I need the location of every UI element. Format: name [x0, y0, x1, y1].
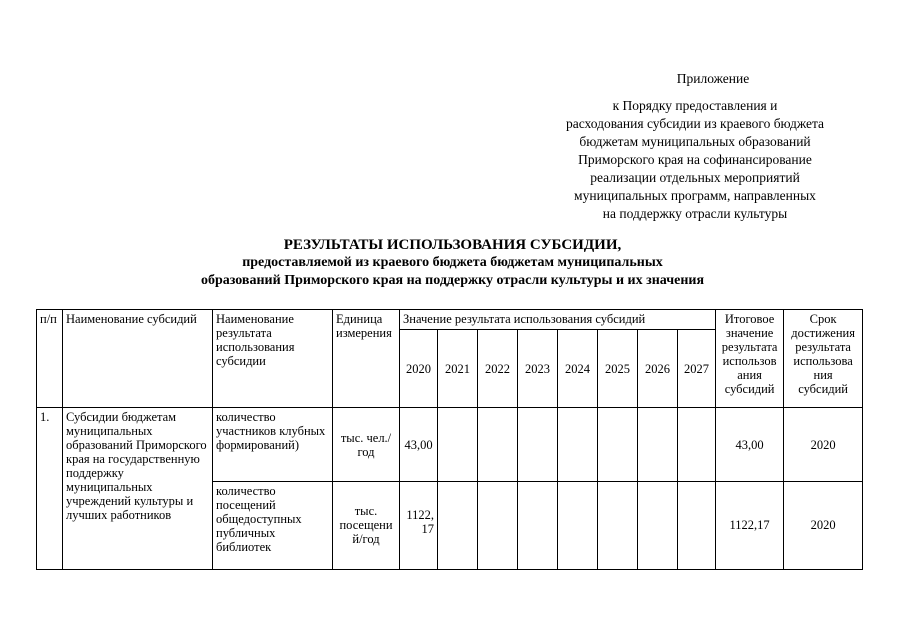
header-year: 2021: [438, 330, 478, 408]
result-total: 1122,17: [716, 481, 784, 569]
header-unit: Единица измерения: [333, 310, 400, 408]
appendix-line: реализации отдельных мероприятий: [590, 170, 800, 185]
appendix-title: Приложение: [676, 71, 750, 86]
result-value: [478, 481, 518, 569]
result-name: количество посещений общедоступных публичных библиотек: [213, 481, 333, 569]
header-year: 2027: [678, 330, 716, 408]
result-deadline: 2020: [784, 481, 863, 569]
header-subsidy-name: Наименование субсидий: [63, 310, 213, 408]
header-year: 2025: [598, 330, 638, 408]
header-year: 2020: [400, 330, 438, 408]
header-num: п/п: [37, 310, 63, 408]
header-deadline: Срок достижения результата использова ния субсидий: [784, 310, 863, 408]
result-value: [598, 408, 638, 481]
result-name: количество участников клубных формирований): [213, 408, 333, 481]
header-result-name: Наименование результата использования субсидии: [213, 310, 333, 408]
result-value: [678, 408, 716, 481]
result-value: 1122, 17: [400, 481, 438, 569]
appendix-block: [530, 70, 860, 223]
result-value: [558, 408, 598, 481]
result-value: [438, 481, 478, 569]
result-total: 43,00: [716, 408, 784, 481]
header-total: Итоговое значение результата использов ания субсидий: [716, 310, 784, 408]
result-value: [558, 481, 598, 569]
document-title: [0, 236, 905, 290]
title-subtitle-line-2: образований Приморского края на поддержку отрасли культуры и их значения: [200, 273, 705, 288]
row-subsidy-name: Субсидии бюджетам муниципальных образований Приморского края на государственную поддержку муниципальных учреждений культуры и лучших работников: [63, 408, 213, 570]
result-unit: тыс. посещени й/год: [333, 481, 400, 569]
header-year: 2024: [558, 330, 598, 408]
result-value: [638, 408, 678, 481]
appendix-line: Приморского края на софинансирование: [578, 152, 812, 167]
header-year: 2023: [518, 330, 558, 408]
appendix-line: муниципальных программ, направленных: [574, 188, 816, 203]
results-table: [36, 309, 863, 570]
result-value: [438, 408, 478, 481]
result-value: [638, 481, 678, 569]
result-value: [518, 408, 558, 481]
appendix-line: к Порядку предоставления и: [612, 98, 778, 113]
header-year: 2026: [638, 330, 678, 408]
header-values-group: Значение результата использования субсидий: [400, 310, 716, 330]
result-unit: тыс. чел./год: [333, 408, 400, 481]
result-value: [678, 481, 716, 569]
appendix-line: на поддержку отрасли культуры: [602, 206, 788, 221]
title-main: РЕЗУЛЬТАТЫ ИСПОЛЬЗОВАНИЯ СУБСИДИИ,: [283, 237, 622, 253]
result-value: [518, 481, 558, 569]
row-num: 1.: [37, 408, 63, 570]
appendix-line: расходования субсидии из краевого бюджета: [565, 116, 825, 131]
title-subtitle-line-1: предоставляемой из краевого бюджета бюджетам муниципальных: [242, 255, 663, 270]
result-value: [478, 408, 518, 481]
result-value: [598, 481, 638, 569]
result-deadline: 2020: [784, 408, 863, 481]
result-value: 43,00: [400, 408, 438, 481]
appendix-line: бюджетам муниципальных образований: [579, 134, 811, 149]
header-year: 2022: [478, 330, 518, 408]
